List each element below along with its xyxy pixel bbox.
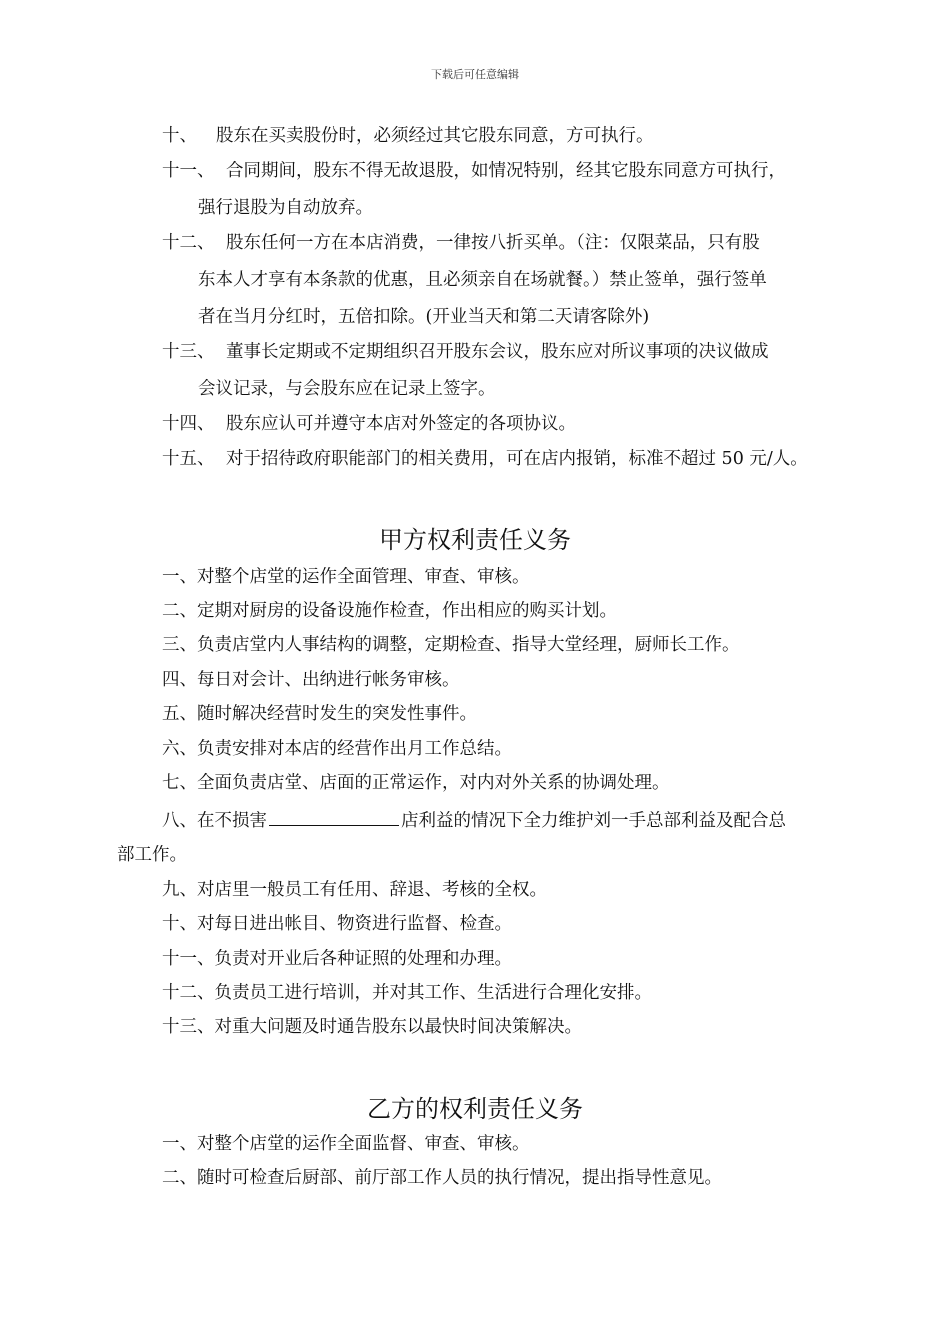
clause-text: 强行退股为自动放弃。 [198, 198, 373, 218]
list-item: 十一、负责对开业后各种证照的处理和办理。 [162, 949, 512, 969]
clause-number: 十、 [162, 126, 197, 146]
list-item [162, 809, 786, 831]
list-item: 一、对整个店堂的运作全面管理、审查、审核。 [162, 567, 530, 587]
clause-text: 会议记录，与会股东应在记录上签字。 [198, 379, 496, 399]
list-item: 四、每日对会计、出纳进行帐务审核。 [162, 670, 460, 690]
clause-number: 十二、 [162, 233, 215, 253]
page-header: 下载后可任意编辑 [431, 68, 519, 81]
list-item-continuation: 部工作。 [117, 845, 187, 865]
clause-text: 者在当月分红时，五倍扣除。(开业当天和第二天请客除外) [198, 307, 650, 327]
clause-text: 对于招待政府职能部门的相关费用，可在店内报销，标准不超过 50 元/人。 [226, 449, 808, 469]
list-item: 五、随时解决经营时发生的突发性事件。 [162, 704, 477, 724]
list-item: 十二、负责员工进行培训，并对其工作、生活进行合理化安排。 [162, 983, 652, 1003]
list-item: 十三、对重大问题及时通告股东以最快时间决策解决。 [162, 1017, 582, 1037]
clause-text: 合同期间，股东不得无故退股，如情况特别，经其它股东同意方可执行， [226, 161, 786, 181]
clause-number: 十一、 [162, 161, 215, 181]
clause-number: 十四、 [162, 414, 215, 434]
list-item: 七、全面负责店堂、店面的正常运作，对内对外关系的协调处理。 [162, 773, 670, 793]
clause-number: 十五、 [162, 449, 215, 469]
clause-number: 十三、 [162, 342, 215, 362]
list-item: 三、负责店堂内人事结构的调整，定期检查、指导大堂经理，厨师长工作。 [162, 635, 740, 655]
list-item: 六、负责安排对本店的经营作出月工作总结。 [162, 739, 512, 759]
clause-text: 股东应认可并遵守本店对外签定的各项协议。 [226, 414, 576, 434]
clause-text: 董事长定期或不定期组织召开股东会议，股东应对所议事项的决议做成 [226, 342, 769, 362]
clause-text: 东本人才享有本条款的优惠，且必须亲自在场就餐。）禁止签单，强行签单 [198, 270, 767, 290]
section-title-party-b: 乙方的权利责任义务 [367, 1095, 583, 1123]
item-8-prefix: 八、在不损害 [162, 811, 267, 831]
list-item: 十、对每日进出帐目、物资进行监督、检查。 [162, 914, 512, 934]
list-item: 九、对店里一般员工有任用、辞退、考核的全权。 [162, 880, 547, 900]
list-item: 二、随时可检查后厨部、前厅部工作人员的执行情况，提出指导性意见。 [162, 1168, 722, 1188]
list-item: 一、对整个店堂的运作全面监督、审查、审核。 [162, 1134, 530, 1154]
clause-text: 股东在买卖股份时，必须经过其它股东同意，方可执行。 [216, 126, 654, 146]
section-title-party-a: 甲方权利责任义务 [379, 526, 571, 554]
list-item: 二、定期对厨房的设备设施作检查，作出相应的购买计划。 [162, 601, 617, 621]
item-8-suffix: 店利益的情况下全力维护刘一手总部利益及配合总 [401, 811, 786, 831]
blank-fill-line [269, 809, 399, 826]
clause-text: 股东任何一方在本店消费，一律按八折买单。（注：仅限菜品，只有股 [226, 233, 760, 253]
